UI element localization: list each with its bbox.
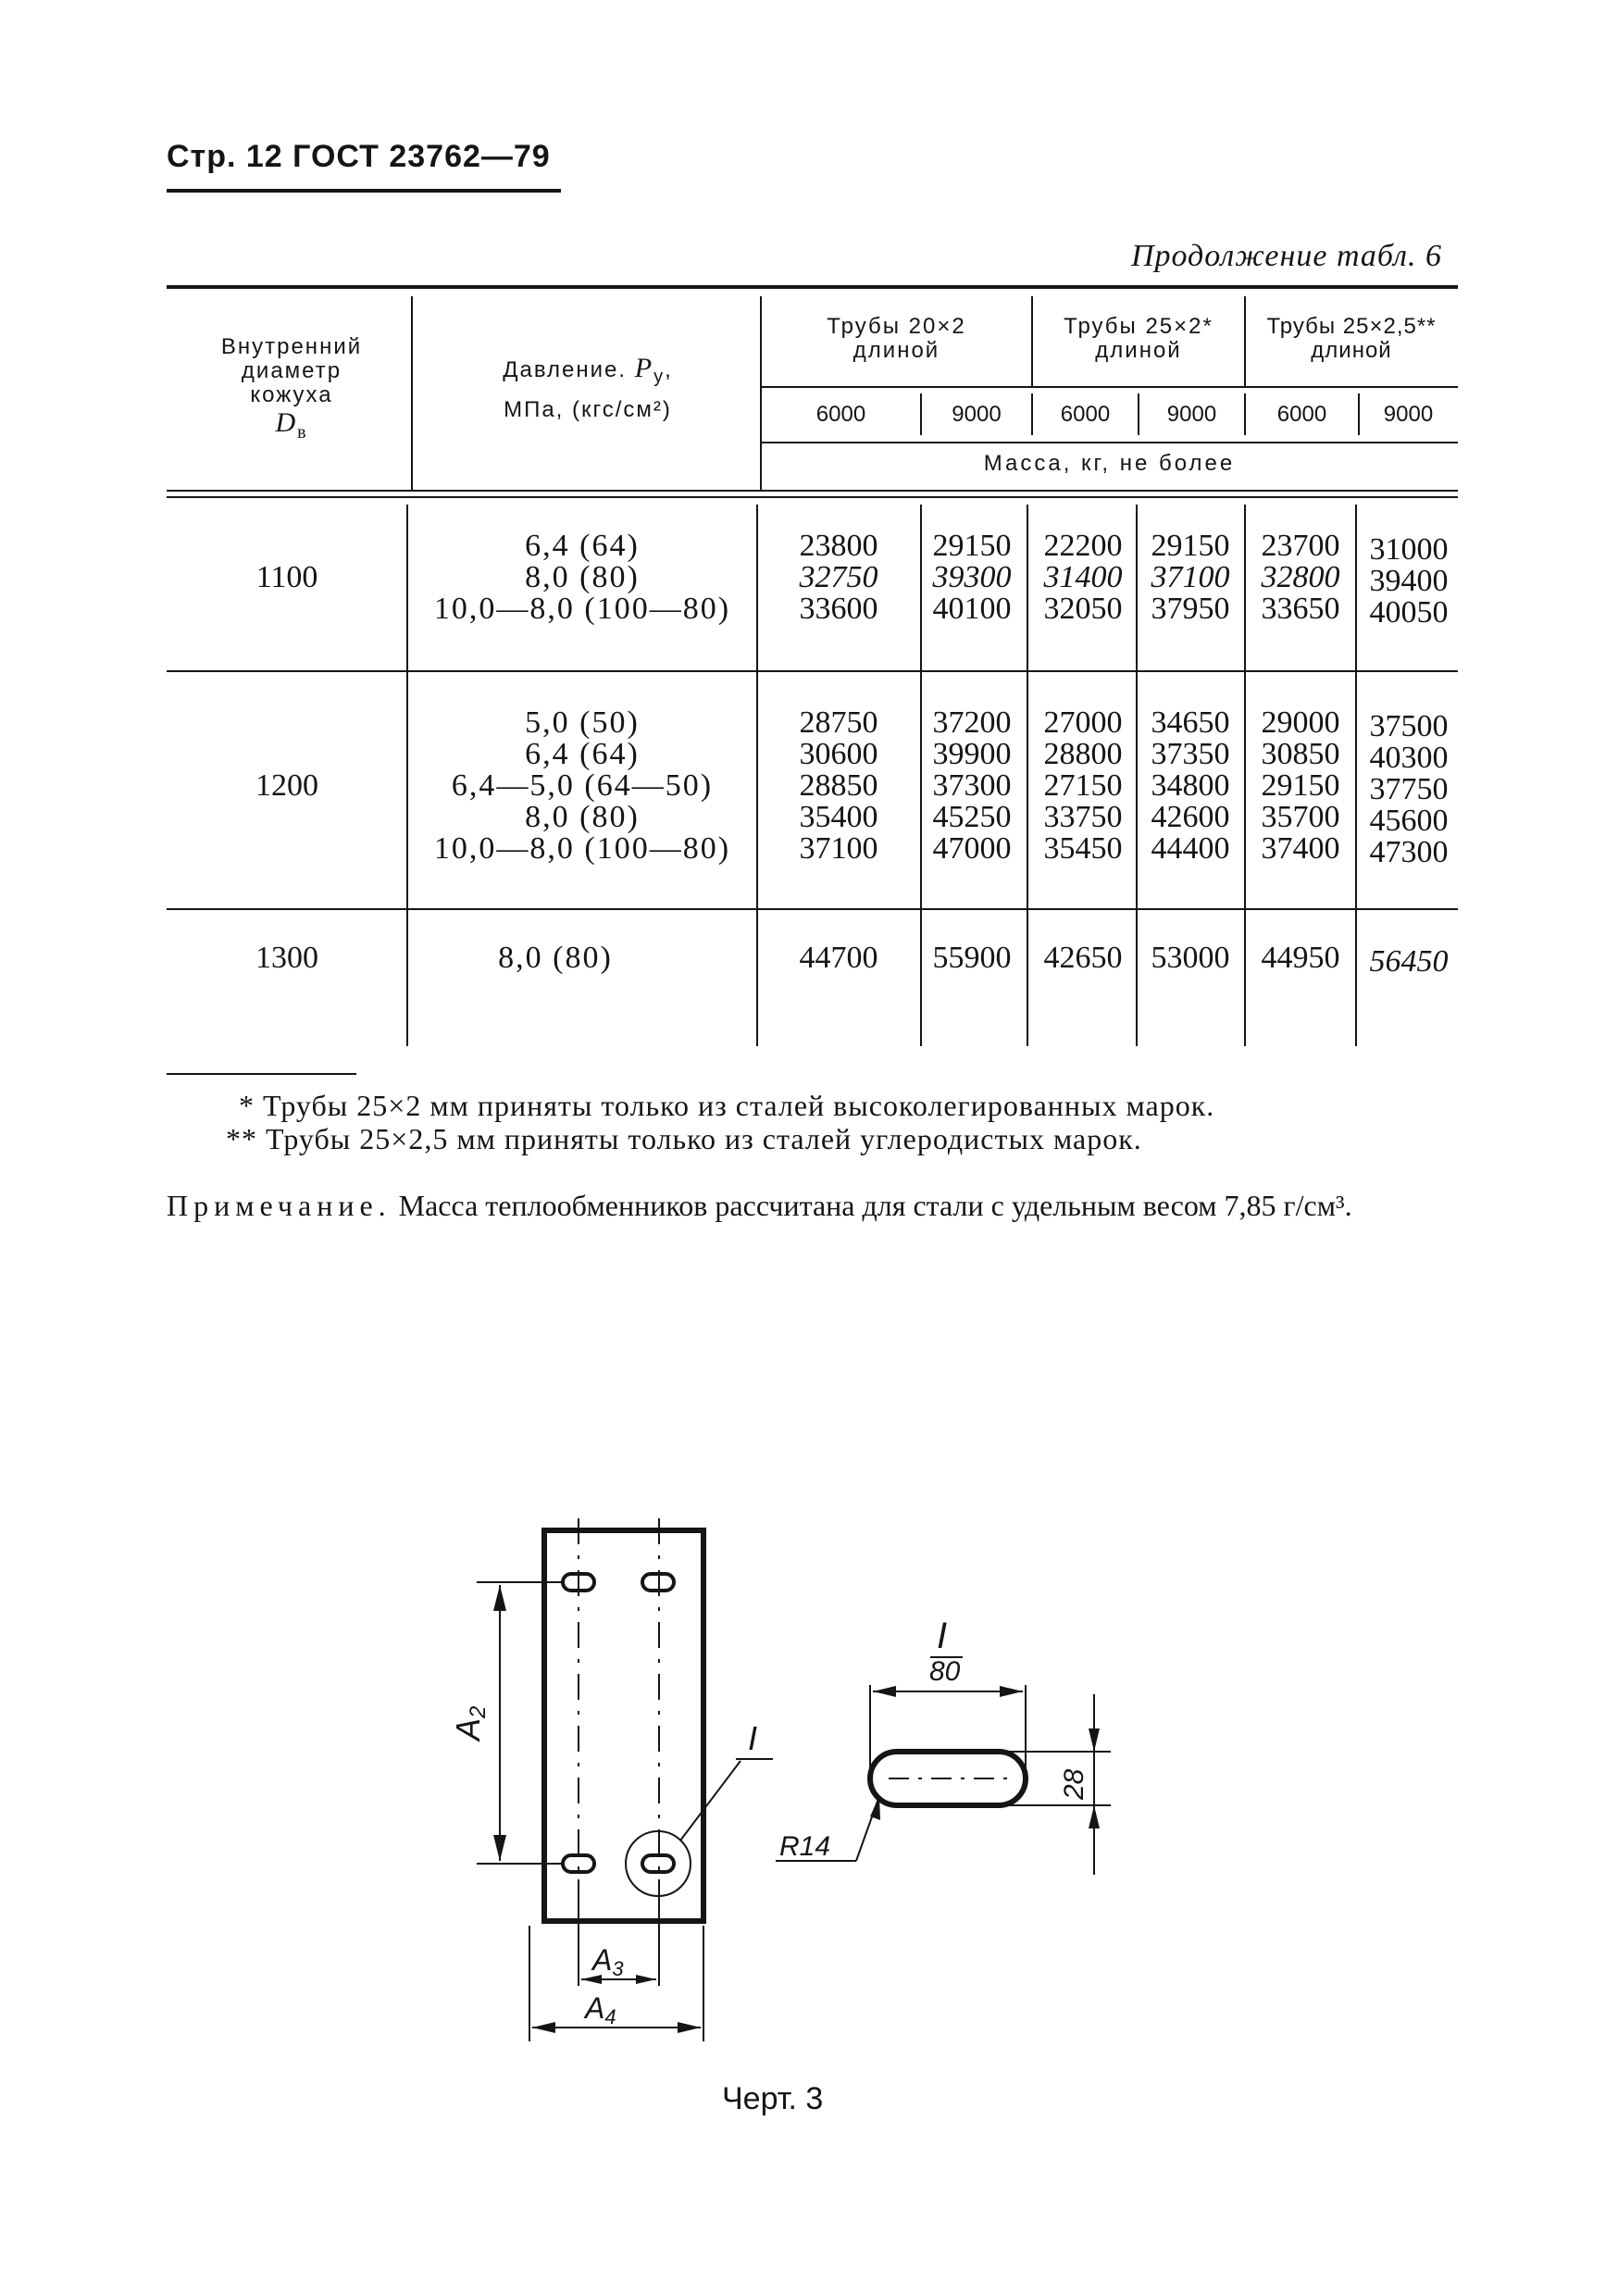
mass-value: 32050 (1043, 592, 1123, 626)
mass-value: 37200 (932, 705, 1012, 740)
mass-value: 37950 (1151, 592, 1230, 626)
mass-value: 44400 (1151, 831, 1230, 866)
mass-value: 22200 (1043, 529, 1123, 563)
mass-value: 37100 (799, 831, 878, 866)
group-title: Трубы 25×2,5** (1266, 314, 1437, 339)
length-header: 9000 (1383, 402, 1434, 427)
mass-value: 28850 (799, 768, 878, 803)
mass-value: 42650 (1043, 941, 1123, 975)
table-continuation-label: Продолжение табл. 6 (1130, 239, 1442, 273)
mass-value: 29150 (1151, 529, 1230, 563)
pressure-value: 8,0 (80) (498, 941, 613, 975)
dimension-28-label: 28 (1059, 1768, 1089, 1800)
pressure-label: Давление (503, 357, 619, 382)
mass-value: 47300 (1369, 835, 1449, 869)
header-line: диаметр (241, 358, 342, 383)
mass-value: 47000 (932, 831, 1012, 866)
mass-value: 40100 (932, 592, 1012, 626)
mass-value: 27150 (1043, 768, 1123, 803)
mass-value: 37750 (1369, 772, 1449, 806)
pressure-value: 5,0 (50) (525, 705, 640, 740)
figure-caption: Черт. 3 (722, 2081, 824, 2116)
radius-label: R14 (779, 1831, 831, 1862)
group-subtitle: длиной (1095, 338, 1182, 363)
mass-value: 31000 (1369, 532, 1449, 567)
length-header: 9000 (952, 402, 1002, 427)
mass-value: 35400 (799, 800, 878, 834)
mass-value: 45250 (932, 800, 1012, 834)
mass-value: 40050 (1369, 595, 1449, 630)
mass-value: 37350 (1151, 737, 1230, 771)
pressure-value: 10,0—8,0 (100—80) (433, 831, 731, 866)
mass-value: 37400 (1261, 831, 1340, 866)
group-subtitle: длиной (853, 338, 940, 363)
mass-value: 42600 (1151, 800, 1230, 834)
mass-value: 39900 (932, 737, 1012, 771)
mass-value: 34650 (1151, 705, 1230, 740)
mass-value: 33750 (1043, 800, 1123, 834)
mass-value: 56450 (1369, 944, 1449, 979)
note-text: Масса теплообменников рассчитана для стали с удельным весом 7,85 г/см³. (391, 1189, 1352, 1222)
group-subtitle: длиной (1311, 338, 1392, 363)
row-diameter: 1200 (255, 768, 318, 803)
pressure-symbol-sub: у (653, 366, 666, 387)
pressure-value: 10,0—8,0 (100—80) (433, 592, 731, 626)
mass-value: 30850 (1261, 737, 1340, 771)
row-diameter: 1100 (255, 560, 318, 594)
mass-value: 33650 (1261, 592, 1340, 626)
detail-mark-label: I (748, 1719, 758, 1757)
pressure-header-line1: Давление. $P_у$, (503, 353, 673, 387)
header-line: кожуха (250, 382, 333, 407)
pressure-header-line2: МПа, (кгс/см²) (504, 396, 672, 422)
diameter-symbol-letter: D (275, 407, 298, 438)
mass-value: 33600 (799, 592, 878, 626)
mass-value: 37500 (1369, 709, 1449, 743)
pressure-value: 6,4 (64) (525, 737, 640, 771)
length-header: 9000 (1166, 402, 1217, 427)
label-a3: A3 (592, 1943, 624, 1980)
label-a4: A4 (585, 1991, 616, 2028)
mass-value: 28800 (1043, 737, 1123, 771)
mass-header: Масса, кг, не более (983, 451, 1236, 476)
mass-value: 34800 (1151, 768, 1230, 803)
mass-value: 37100 (1151, 560, 1230, 594)
mass-value: 29000 (1261, 705, 1340, 740)
length-header: 6000 (1060, 402, 1111, 427)
mass-value: 29150 (932, 529, 1012, 563)
length-header: 6000 (1276, 402, 1327, 427)
mass-value: 27000 (1043, 705, 1123, 740)
page-number: Стр. 12 (167, 139, 283, 174)
detail-leader (680, 1761, 741, 1841)
mass-value: 32800 (1261, 560, 1340, 594)
mass-value: 35700 (1261, 800, 1340, 834)
length-header: 6000 (815, 402, 866, 427)
mass-value: 31400 (1043, 560, 1123, 594)
pressure-symbol: P (634, 353, 654, 383)
mass-value: 39400 (1369, 564, 1449, 598)
standard-number: ГОСТ 23762—79 (292, 139, 551, 174)
mass-value: 39300 (932, 560, 1012, 594)
mass-value: 23700 (1261, 529, 1340, 563)
header-line: Внутренний (220, 334, 363, 359)
mass-value: 44700 (799, 941, 878, 975)
mass-value: 29150 (1261, 768, 1340, 803)
footnote: ** Трубы 25×2,5 мм приняты только из сталей углеродистых марок. (226, 1122, 1142, 1155)
group-title: Трубы 20×2 (827, 314, 966, 339)
pressure-value: 8,0 (80) (525, 560, 640, 594)
mass-value: 55900 (932, 941, 1012, 975)
mass-value: 40300 (1369, 741, 1449, 775)
mass-value: 53000 (1151, 941, 1230, 975)
mass-value: 32750 (799, 560, 878, 594)
pressure-value: 8,0 (80) (525, 800, 640, 834)
note-label: Примечание. (167, 1189, 392, 1222)
label-a2: A2 (449, 1705, 491, 1741)
row-diameter: 1300 (255, 941, 318, 975)
mass-value: 45600 (1369, 804, 1449, 838)
footnote: * Трубы 25×2 мм приняты только из сталей высоколегированных марок. (239, 1089, 1215, 1122)
mass-value: 37300 (932, 768, 1012, 803)
mass-value: 28750 (799, 705, 878, 740)
pressure-value: 6,4—5,0 (64—50) (451, 768, 714, 803)
mass-value: 44950 (1261, 941, 1340, 975)
pressure-value: 6,4 (64) (525, 529, 640, 563)
mass-value: 35450 (1043, 831, 1123, 866)
mass-value: 30600 (799, 737, 878, 771)
group-title: Трубы 25×2* (1064, 314, 1214, 339)
diameter-symbol-sub: в (297, 422, 308, 443)
mass-value: 23800 (799, 529, 878, 563)
detail-title: I (937, 1616, 948, 1656)
dimension-80-label: 80 (929, 1656, 961, 1687)
